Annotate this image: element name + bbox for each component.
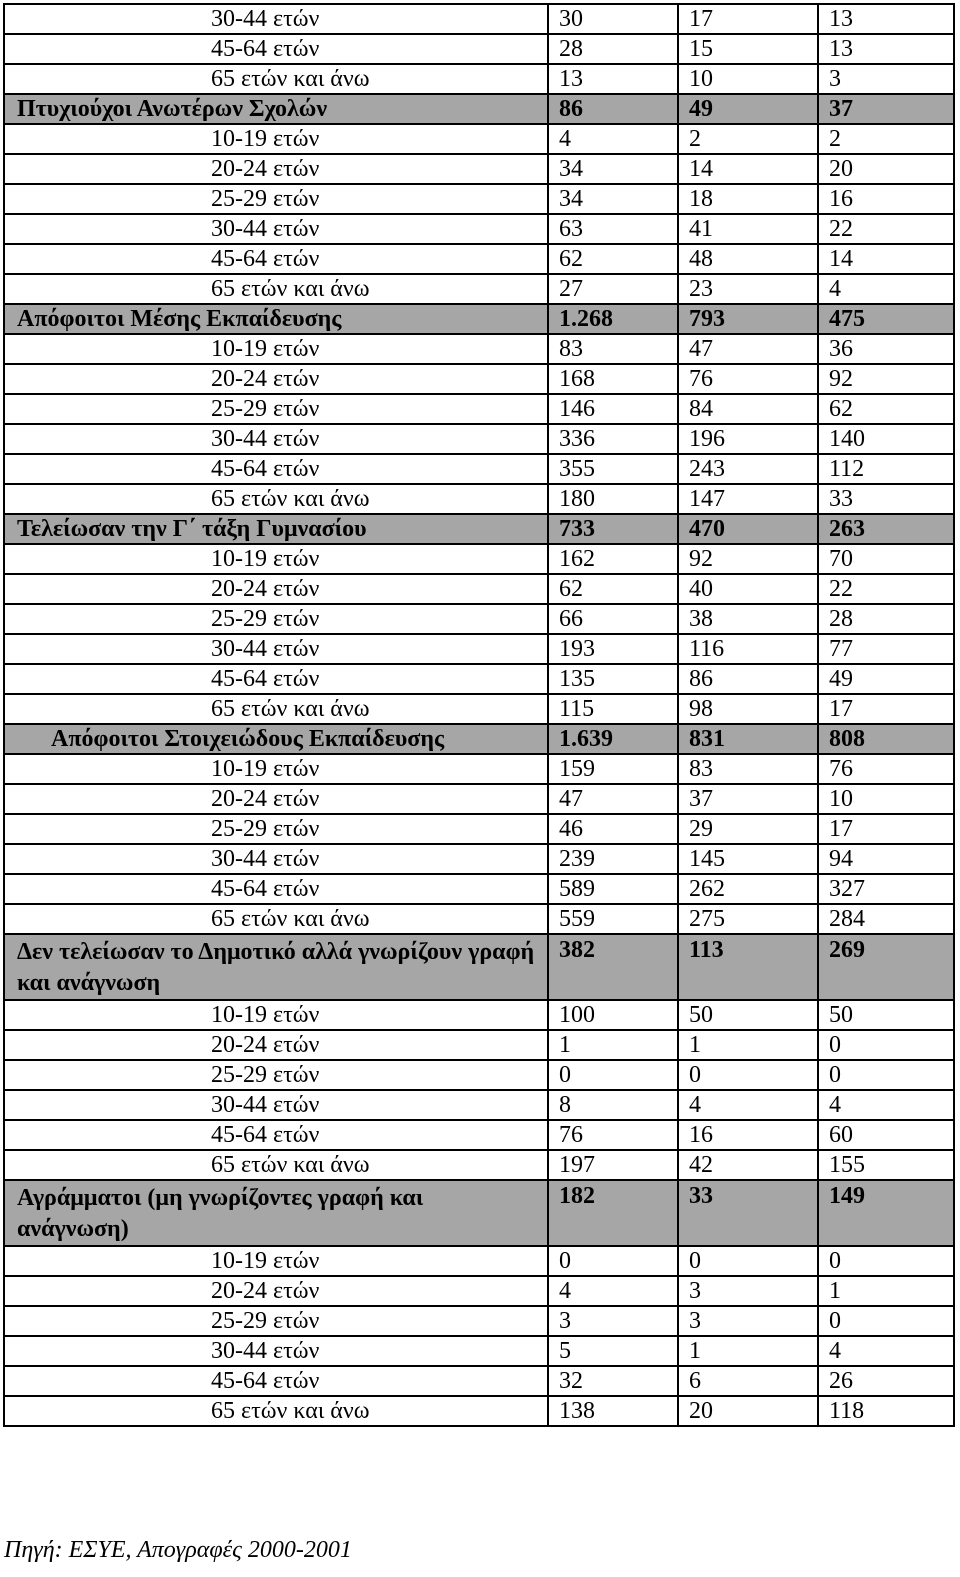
age-group-label: 45-64 ετών bbox=[4, 1120, 548, 1150]
value-cell-col2: 3 bbox=[678, 1276, 818, 1306]
value-cell-col2: 17 bbox=[678, 4, 818, 34]
age-group-label: 10-19 ετών bbox=[4, 1246, 548, 1276]
value-cell-col3: 4 bbox=[818, 274, 954, 304]
age-group-label: 30-44 ετών bbox=[4, 1336, 548, 1366]
age-group-label: 10-19 ετών bbox=[4, 124, 548, 154]
value-cell-col2: 86 bbox=[678, 664, 818, 694]
value-cell-col3: 4 bbox=[818, 1336, 954, 1366]
value-cell-col1: 86 bbox=[548, 94, 678, 124]
value-cell-col3: 0 bbox=[818, 1306, 954, 1336]
value-cell-col2: 3 bbox=[678, 1306, 818, 1336]
value-cell-col3: 36 bbox=[818, 334, 954, 364]
source-note: Πηγή: ΕΣΥΕ, Απογραφές 2000-2001 bbox=[4, 1537, 352, 1563]
value-cell-col1: 4 bbox=[548, 124, 678, 154]
age-group-row bbox=[4, 1306, 954, 1336]
age-group-row bbox=[4, 124, 954, 154]
value-cell-col3: 22 bbox=[818, 574, 954, 604]
age-group-row bbox=[4, 634, 954, 664]
age-group-label: 25-29 ετών bbox=[4, 184, 548, 214]
age-group-row bbox=[4, 604, 954, 634]
age-group-row bbox=[4, 1090, 954, 1120]
value-cell-col1: 1 bbox=[548, 1030, 678, 1060]
category-row bbox=[4, 514, 954, 544]
value-cell-col1: 47 bbox=[548, 784, 678, 814]
value-cell-col1: 1.268 bbox=[548, 304, 678, 334]
value-cell-col3: 20 bbox=[818, 154, 954, 184]
value-cell-col1: 76 bbox=[548, 1120, 678, 1150]
age-group-label: 25-29 ετών bbox=[4, 1306, 548, 1336]
value-cell-col2: 41 bbox=[678, 214, 818, 244]
value-cell-col1: 146 bbox=[548, 394, 678, 424]
value-cell-col3: 327 bbox=[818, 874, 954, 904]
age-group-label: 65 ετών και άνω bbox=[4, 904, 548, 934]
value-cell-col1: 4 bbox=[548, 1276, 678, 1306]
age-group-label: 20-24 ετών bbox=[4, 1030, 548, 1060]
age-group-label: 45-64 ετών bbox=[4, 664, 548, 694]
value-cell-col3: 149 bbox=[818, 1180, 954, 1246]
age-group-label: 25-29 ετών bbox=[4, 1060, 548, 1090]
value-cell-col3: 13 bbox=[818, 34, 954, 64]
value-cell-col3: 33 bbox=[818, 484, 954, 514]
value-cell-col2: 147 bbox=[678, 484, 818, 514]
value-cell-col2: 793 bbox=[678, 304, 818, 334]
value-cell-col2: 29 bbox=[678, 814, 818, 844]
value-cell-col2: 116 bbox=[678, 634, 818, 664]
value-cell-col1: 162 bbox=[548, 544, 678, 574]
value-cell-col1: 193 bbox=[548, 634, 678, 664]
age-group-row bbox=[4, 1246, 954, 1276]
age-group-label: 30-44 ετών bbox=[4, 424, 548, 454]
age-group-row bbox=[4, 904, 954, 934]
age-group-label: 10-19 ετών bbox=[4, 544, 548, 574]
age-group-row bbox=[4, 1000, 954, 1030]
value-cell-col1: 589 bbox=[548, 874, 678, 904]
value-cell-col3: 92 bbox=[818, 364, 954, 394]
age-group-label: 30-44 ετών bbox=[4, 1090, 548, 1120]
value-cell-col3: 70 bbox=[818, 544, 954, 574]
age-group-row bbox=[4, 814, 954, 844]
age-group-row bbox=[4, 4, 954, 34]
value-cell-col1: 13 bbox=[548, 64, 678, 94]
value-cell-col1: 336 bbox=[548, 424, 678, 454]
value-cell-col3: 475 bbox=[818, 304, 954, 334]
value-cell-col1: 5 bbox=[548, 1336, 678, 1366]
value-cell-col3: 0 bbox=[818, 1030, 954, 1060]
value-cell-col1: 115 bbox=[548, 694, 678, 724]
value-cell-col1: 66 bbox=[548, 604, 678, 634]
age-group-label: 20-24 ετών bbox=[4, 364, 548, 394]
age-group-label: 25-29 ετών bbox=[4, 814, 548, 844]
value-cell-col2: 20 bbox=[678, 1396, 818, 1426]
age-group-label: 65 ετών και άνω bbox=[4, 484, 548, 514]
age-group-label: 20-24 ετών bbox=[4, 1276, 548, 1306]
age-group-row bbox=[4, 1396, 954, 1426]
age-group-label: 65 ετών και άνω bbox=[4, 64, 548, 94]
category-row bbox=[4, 724, 954, 754]
age-group-label: 45-64 ετών bbox=[4, 454, 548, 484]
value-cell-col3: 14 bbox=[818, 244, 954, 274]
age-group-label: 20-24 ετών bbox=[4, 784, 548, 814]
age-group-label: 25-29 ετών bbox=[4, 604, 548, 634]
value-cell-col2: 1 bbox=[678, 1336, 818, 1366]
value-cell-col3: 0 bbox=[818, 1060, 954, 1090]
value-cell-col1: 32 bbox=[548, 1366, 678, 1396]
age-group-row bbox=[4, 244, 954, 274]
value-cell-col1: 83 bbox=[548, 334, 678, 364]
age-group-label: 45-64 ετών bbox=[4, 874, 548, 904]
age-group-row bbox=[4, 334, 954, 364]
value-cell-col2: 33 bbox=[678, 1180, 818, 1246]
age-group-row bbox=[4, 1060, 954, 1090]
value-cell-col2: 14 bbox=[678, 154, 818, 184]
value-cell-col2: 275 bbox=[678, 904, 818, 934]
value-cell-col3: 112 bbox=[818, 454, 954, 484]
value-cell-col1: 180 bbox=[548, 484, 678, 514]
value-cell-col1: 0 bbox=[548, 1060, 678, 1090]
value-cell-col2: 15 bbox=[678, 34, 818, 64]
age-group-row bbox=[4, 754, 954, 784]
age-group-label: 65 ετών και άνω bbox=[4, 694, 548, 724]
age-group-label: 65 ετών και άνω bbox=[4, 1150, 548, 1180]
table-body bbox=[4, 4, 954, 1426]
value-cell-col2: 23 bbox=[678, 274, 818, 304]
value-cell-col3: 17 bbox=[818, 814, 954, 844]
value-cell-col3: 13 bbox=[818, 4, 954, 34]
age-group-label: 45-64 ετών bbox=[4, 244, 548, 274]
value-cell-col1: 30 bbox=[548, 4, 678, 34]
value-cell-col3: 0 bbox=[818, 1246, 954, 1276]
value-cell-col3: 10 bbox=[818, 784, 954, 814]
value-cell-col1: 62 bbox=[548, 244, 678, 274]
value-cell-col3: 26 bbox=[818, 1366, 954, 1396]
age-group-row bbox=[4, 1120, 954, 1150]
value-cell-col3: 155 bbox=[818, 1150, 954, 1180]
education-age-table bbox=[3, 3, 955, 1427]
category-label: Απόφοιτοι Μέσης Εκπαίδευσης bbox=[4, 304, 548, 334]
value-cell-col3: 22 bbox=[818, 214, 954, 244]
age-group-row bbox=[4, 394, 954, 424]
value-cell-col1: 1.639 bbox=[548, 724, 678, 754]
value-cell-col2: 47 bbox=[678, 334, 818, 364]
age-group-row bbox=[4, 544, 954, 574]
value-cell-col1: 197 bbox=[548, 1150, 678, 1180]
value-cell-col2: 16 bbox=[678, 1120, 818, 1150]
value-cell-col1: 168 bbox=[548, 364, 678, 394]
value-cell-col2: 37 bbox=[678, 784, 818, 814]
value-cell-col1: 733 bbox=[548, 514, 678, 544]
value-cell-col2: 38 bbox=[678, 604, 818, 634]
value-cell-col2: 49 bbox=[678, 94, 818, 124]
value-cell-col2: 48 bbox=[678, 244, 818, 274]
age-group-label: 30-44 ετών bbox=[4, 214, 548, 244]
value-cell-col1: 62 bbox=[548, 574, 678, 604]
value-cell-col1: 34 bbox=[548, 154, 678, 184]
value-cell-col2: 10 bbox=[678, 64, 818, 94]
age-group-row bbox=[4, 154, 954, 184]
value-cell-col1: 159 bbox=[548, 754, 678, 784]
age-group-row bbox=[4, 454, 954, 484]
value-cell-col1: 138 bbox=[548, 1396, 678, 1426]
value-cell-col3: 49 bbox=[818, 664, 954, 694]
value-cell-col2: 6 bbox=[678, 1366, 818, 1396]
age-group-row bbox=[4, 184, 954, 214]
value-cell-col3: 17 bbox=[818, 694, 954, 724]
value-cell-col3: 269 bbox=[818, 934, 954, 1000]
value-cell-col2: 42 bbox=[678, 1150, 818, 1180]
value-cell-col2: 4 bbox=[678, 1090, 818, 1120]
value-cell-col1: 100 bbox=[548, 1000, 678, 1030]
value-cell-col3: 118 bbox=[818, 1396, 954, 1426]
age-group-label: 45-64 ετών bbox=[4, 34, 548, 64]
value-cell-col2: 831 bbox=[678, 724, 818, 754]
value-cell-col2: 145 bbox=[678, 844, 818, 874]
value-cell-col2: 83 bbox=[678, 754, 818, 784]
age-group-label: 20-24 ετών bbox=[4, 154, 548, 184]
value-cell-col3: 263 bbox=[818, 514, 954, 544]
value-cell-col3: 76 bbox=[818, 754, 954, 784]
age-group-label: 65 ετών και άνω bbox=[4, 274, 548, 304]
age-group-row bbox=[4, 1366, 954, 1396]
value-cell-col1: 382 bbox=[548, 934, 678, 1000]
value-cell-col3: 60 bbox=[818, 1120, 954, 1150]
value-cell-col1: 182 bbox=[548, 1180, 678, 1246]
age-group-row bbox=[4, 1276, 954, 1306]
category-row bbox=[4, 304, 954, 334]
value-cell-col2: 2 bbox=[678, 124, 818, 154]
category-label: Δεν τελείωσαν το Δημοτικό αλλά γνωρίζουν γραφή και ανάγνωση bbox=[4, 934, 548, 1000]
value-cell-col2: 50 bbox=[678, 1000, 818, 1030]
age-group-label: 20-24 ετών bbox=[4, 574, 548, 604]
value-cell-col3: 3 bbox=[818, 64, 954, 94]
value-cell-col2: 18 bbox=[678, 184, 818, 214]
value-cell-col2: 92 bbox=[678, 544, 818, 574]
value-cell-col3: 140 bbox=[818, 424, 954, 454]
value-cell-col3: 2 bbox=[818, 124, 954, 154]
age-group-label: 30-44 ετών bbox=[4, 844, 548, 874]
age-group-label: 25-29 ετών bbox=[4, 394, 548, 424]
value-cell-col1: 559 bbox=[548, 904, 678, 934]
value-cell-col1: 135 bbox=[548, 664, 678, 694]
value-cell-col2: 40 bbox=[678, 574, 818, 604]
value-cell-col3: 4 bbox=[818, 1090, 954, 1120]
category-label: Απόφοιτοι Στοιχειώδους Εκπαίδευσης bbox=[4, 724, 548, 754]
value-cell-col3: 808 bbox=[818, 724, 954, 754]
category-row bbox=[4, 934, 954, 1000]
age-group-row bbox=[4, 484, 954, 514]
value-cell-col1: 239 bbox=[548, 844, 678, 874]
value-cell-col1: 3 bbox=[548, 1306, 678, 1336]
value-cell-col2: 76 bbox=[678, 364, 818, 394]
value-cell-col1: 34 bbox=[548, 184, 678, 214]
category-label: Τελείωσαν την Γ΄ τάξη Γυμνασίου bbox=[4, 514, 548, 544]
age-group-row bbox=[4, 274, 954, 304]
age-group-row bbox=[4, 64, 954, 94]
value-cell-col3: 62 bbox=[818, 394, 954, 424]
age-group-row bbox=[4, 574, 954, 604]
age-group-row bbox=[4, 1030, 954, 1060]
category-label: Αγράμματοι (μη γνωρίζοντες γραφή και ανάγνωση) bbox=[4, 1180, 548, 1246]
value-cell-col1: 63 bbox=[548, 214, 678, 244]
value-cell-col3: 284 bbox=[818, 904, 954, 934]
category-row bbox=[4, 94, 954, 124]
age-group-row bbox=[4, 424, 954, 454]
age-group-label: 30-44 ετών bbox=[4, 4, 548, 34]
value-cell-col2: 0 bbox=[678, 1246, 818, 1276]
value-cell-col3: 16 bbox=[818, 184, 954, 214]
age-group-row bbox=[4, 1150, 954, 1180]
value-cell-col2: 0 bbox=[678, 1060, 818, 1090]
value-cell-col2: 196 bbox=[678, 424, 818, 454]
value-cell-col1: 8 bbox=[548, 1090, 678, 1120]
value-cell-col2: 98 bbox=[678, 694, 818, 724]
value-cell-col2: 470 bbox=[678, 514, 818, 544]
age-group-label: 30-44 ετών bbox=[4, 634, 548, 664]
age-group-row bbox=[4, 1336, 954, 1366]
value-cell-col3: 77 bbox=[818, 634, 954, 664]
age-group-row bbox=[4, 844, 954, 874]
value-cell-col3: 50 bbox=[818, 1000, 954, 1030]
value-cell-col1: 27 bbox=[548, 274, 678, 304]
value-cell-col2: 113 bbox=[678, 934, 818, 1000]
value-cell-col3: 94 bbox=[818, 844, 954, 874]
value-cell-col2: 1 bbox=[678, 1030, 818, 1060]
value-cell-col3: 37 bbox=[818, 94, 954, 124]
value-cell-col1: 46 bbox=[548, 814, 678, 844]
value-cell-col1: 355 bbox=[548, 454, 678, 484]
age-group-row bbox=[4, 364, 954, 394]
age-group-row bbox=[4, 694, 954, 724]
age-group-row bbox=[4, 34, 954, 64]
category-label: Πτυχιούχοι Ανωτέρων Σχολών bbox=[4, 94, 548, 124]
value-cell-col3: 1 bbox=[818, 1276, 954, 1306]
age-group-row bbox=[4, 664, 954, 694]
value-cell-col2: 84 bbox=[678, 394, 818, 424]
value-cell-col3: 28 bbox=[818, 604, 954, 634]
age-group-row bbox=[4, 214, 954, 244]
age-group-row bbox=[4, 874, 954, 904]
age-group-label: 10-19 ετών bbox=[4, 1000, 548, 1030]
value-cell-col1: 0 bbox=[548, 1246, 678, 1276]
age-group-label: 10-19 ετών bbox=[4, 334, 548, 364]
value-cell-col1: 28 bbox=[548, 34, 678, 64]
category-row bbox=[4, 1180, 954, 1246]
value-cell-col2: 243 bbox=[678, 454, 818, 484]
age-group-label: 65 ετών και άνω bbox=[4, 1396, 548, 1426]
value-cell-col2: 262 bbox=[678, 874, 818, 904]
age-group-label: 45-64 ετών bbox=[4, 1366, 548, 1396]
age-group-label: 10-19 ετών bbox=[4, 754, 548, 784]
age-group-row bbox=[4, 784, 954, 814]
